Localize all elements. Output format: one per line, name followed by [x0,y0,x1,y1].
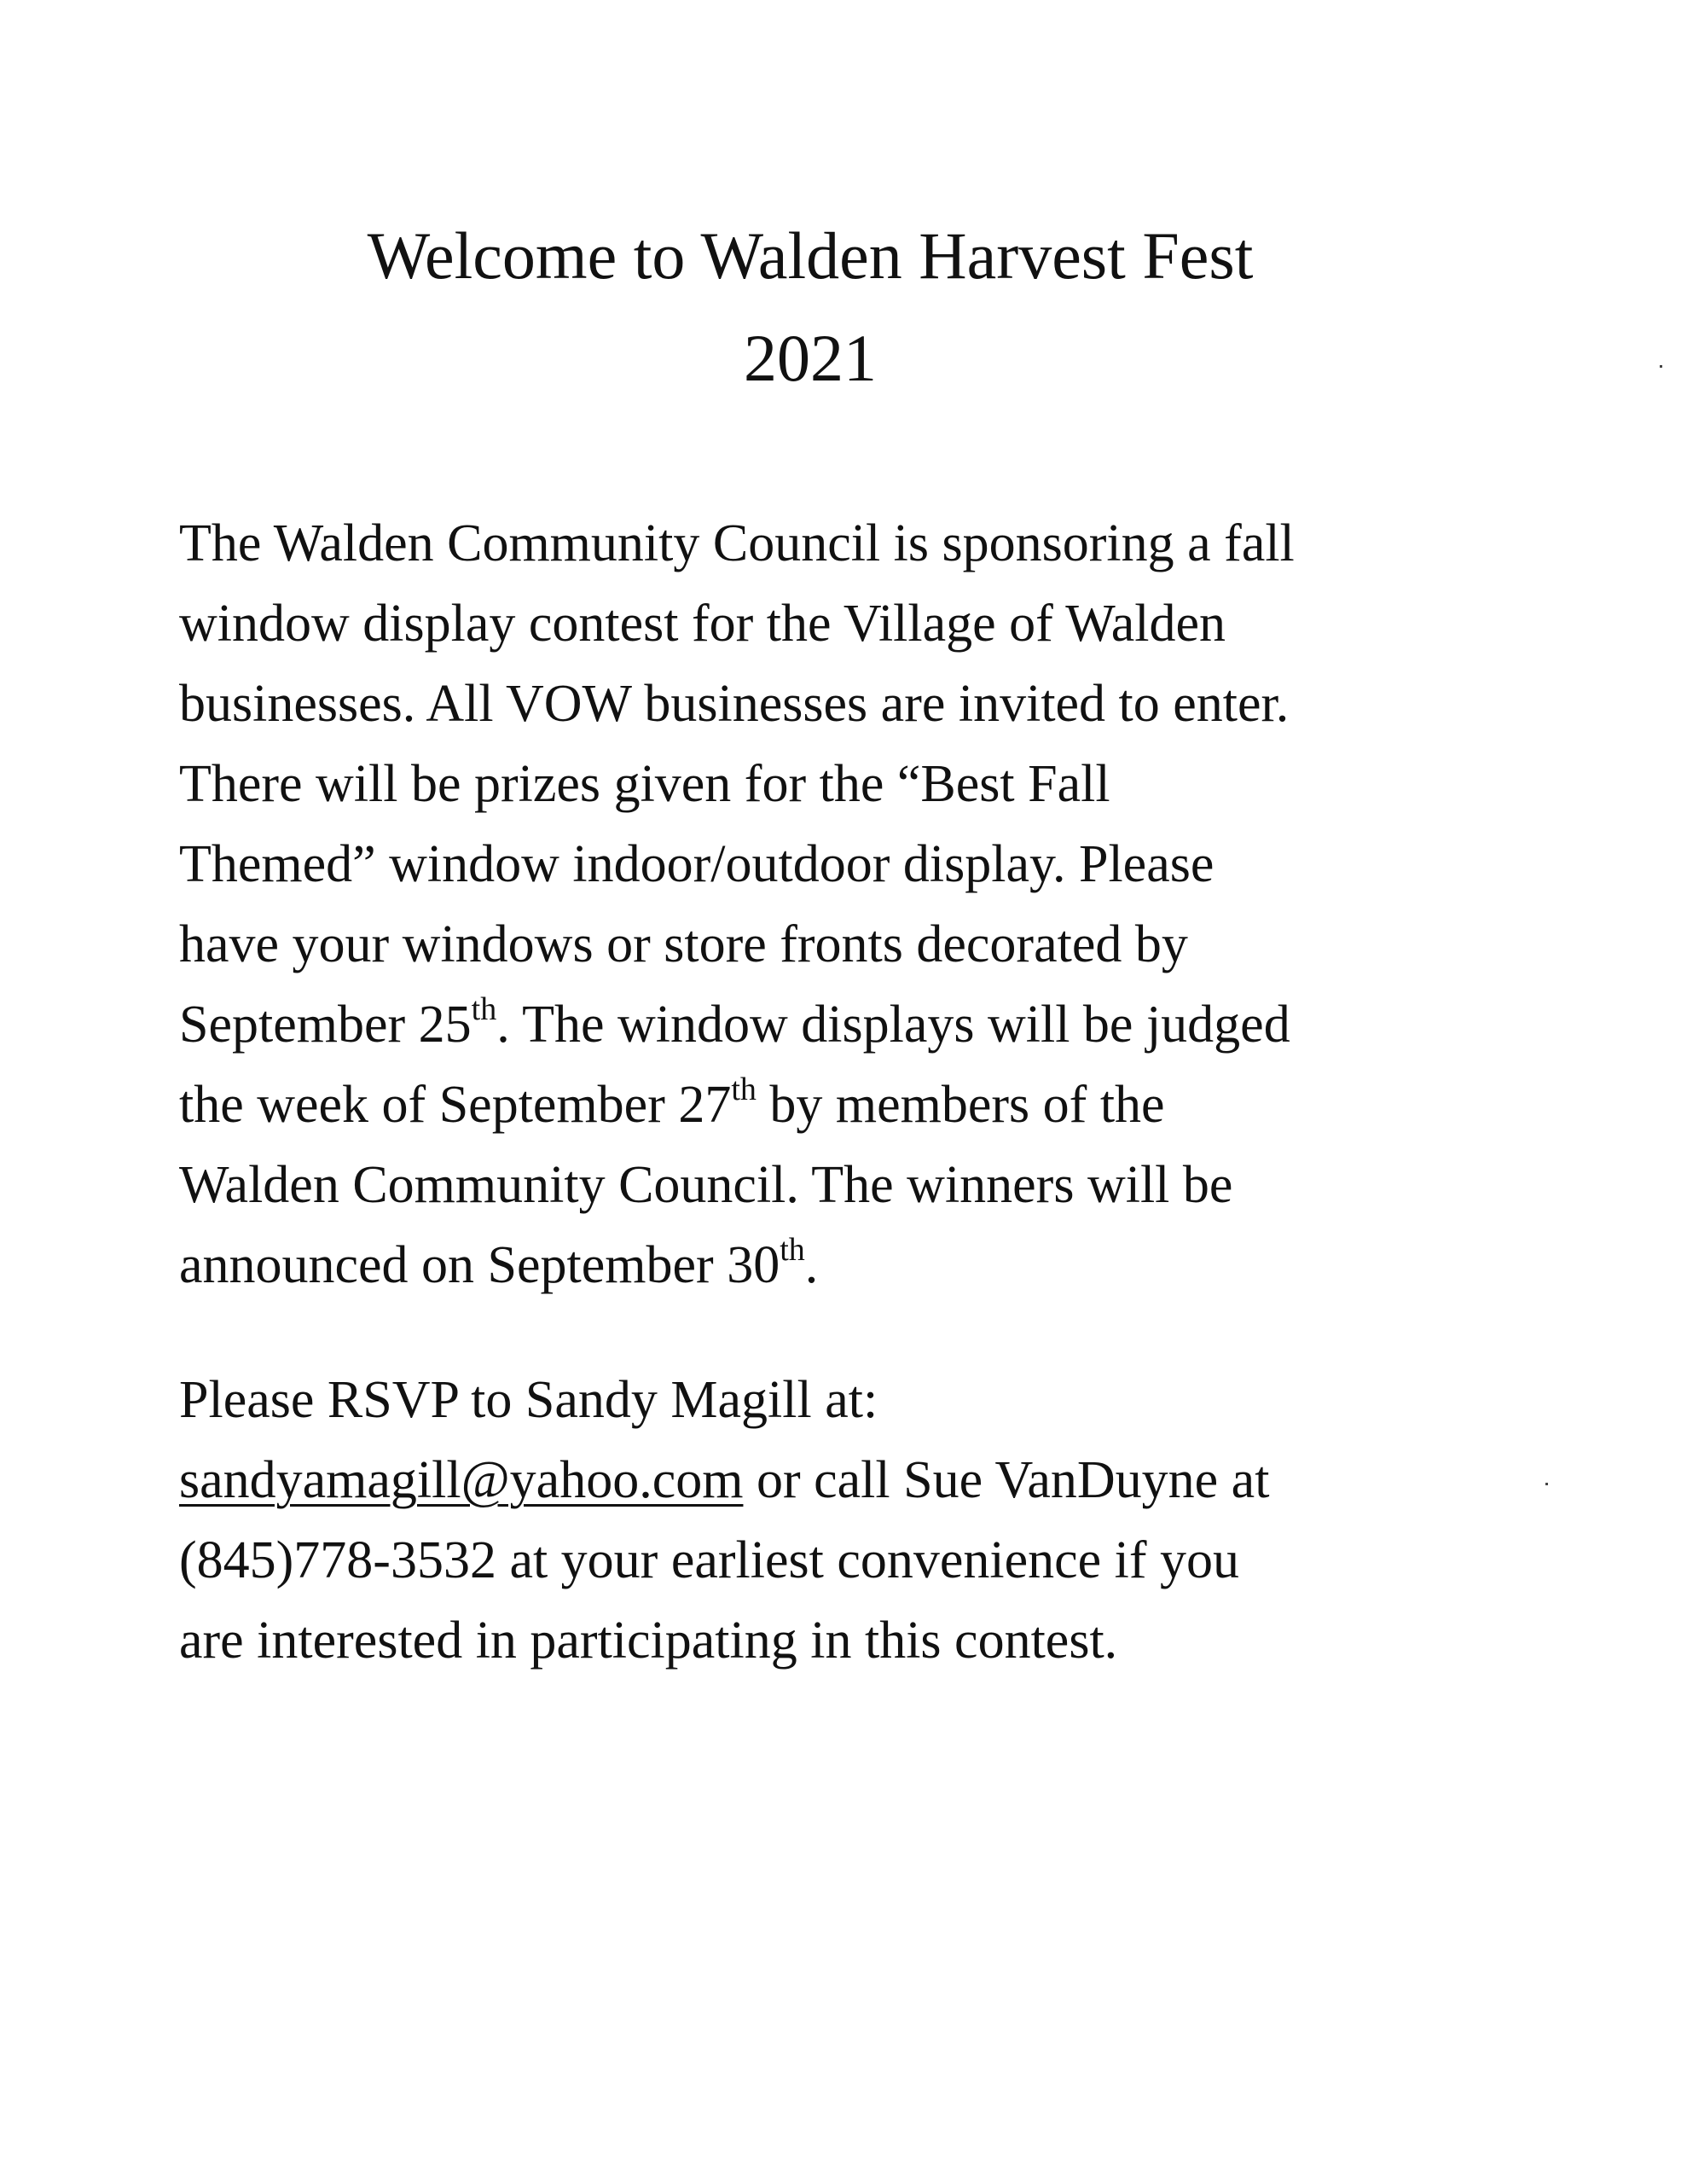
paragraph-line: businesses. All VOW businesses are invited to enter. [179,675,1290,733]
paragraph-gap [179,1305,1510,1360]
ordinal-suffix: th [731,1072,757,1107]
body-text [179,503,1510,1681]
announce-date: announced on September 30 [179,1236,780,1294]
paragraph-line: There will be prizes given for the “Best Fall [179,755,1110,813]
text-span: . The window displays will be judged [496,996,1290,1054]
paragraph-line: are interested in participating in this contest. [179,1612,1118,1670]
contest-paragraph [179,503,1510,1305]
paragraph-line: Please RSVP to Sandy Magill at: [179,1371,878,1429]
text-span: or call Sue VanDuyne at [743,1451,1270,1509]
ordinal-suffix: th [471,991,497,1027]
rsvp-paragraph [179,1360,1510,1681]
paragraph-line: have your windows or store fronts decorated by [179,915,1188,973]
paragraph-line [179,1225,1510,1305]
decorate-date: September 25 [179,996,472,1054]
ordinal-suffix: th [780,1232,805,1268]
paragraph-line: Themed” window indoor/outdoor display. Please [179,835,1215,893]
text-span: . [804,1236,819,1294]
scan-speck [1545,1483,1548,1485]
paragraph-line: window display contest for the Village of Walden [179,595,1226,653]
paragraph-line [179,1065,1510,1145]
paragraph-line [179,1440,1510,1520]
paragraph-line: The Walden Community Council is sponsoring a fall [179,514,1295,572]
title-line-2: 2021 [744,321,877,395]
paragraph-line [179,985,1510,1065]
title-line-1: Welcome to Walden Harvest Fest [367,218,1254,293]
email-link[interactable]: sandyamagill@yahoo.com [179,1451,744,1509]
scan-speck [1660,365,1662,368]
paragraph-line: (845)778-3532 at your earliest convenience if you [179,1531,1240,1589]
title-block [0,205,1620,410]
text-span: by members of the [756,1076,1165,1134]
judging-date: the week of September 27 [179,1076,732,1134]
paragraph-line: Walden Community Council. The winners will be [179,1156,1233,1214]
